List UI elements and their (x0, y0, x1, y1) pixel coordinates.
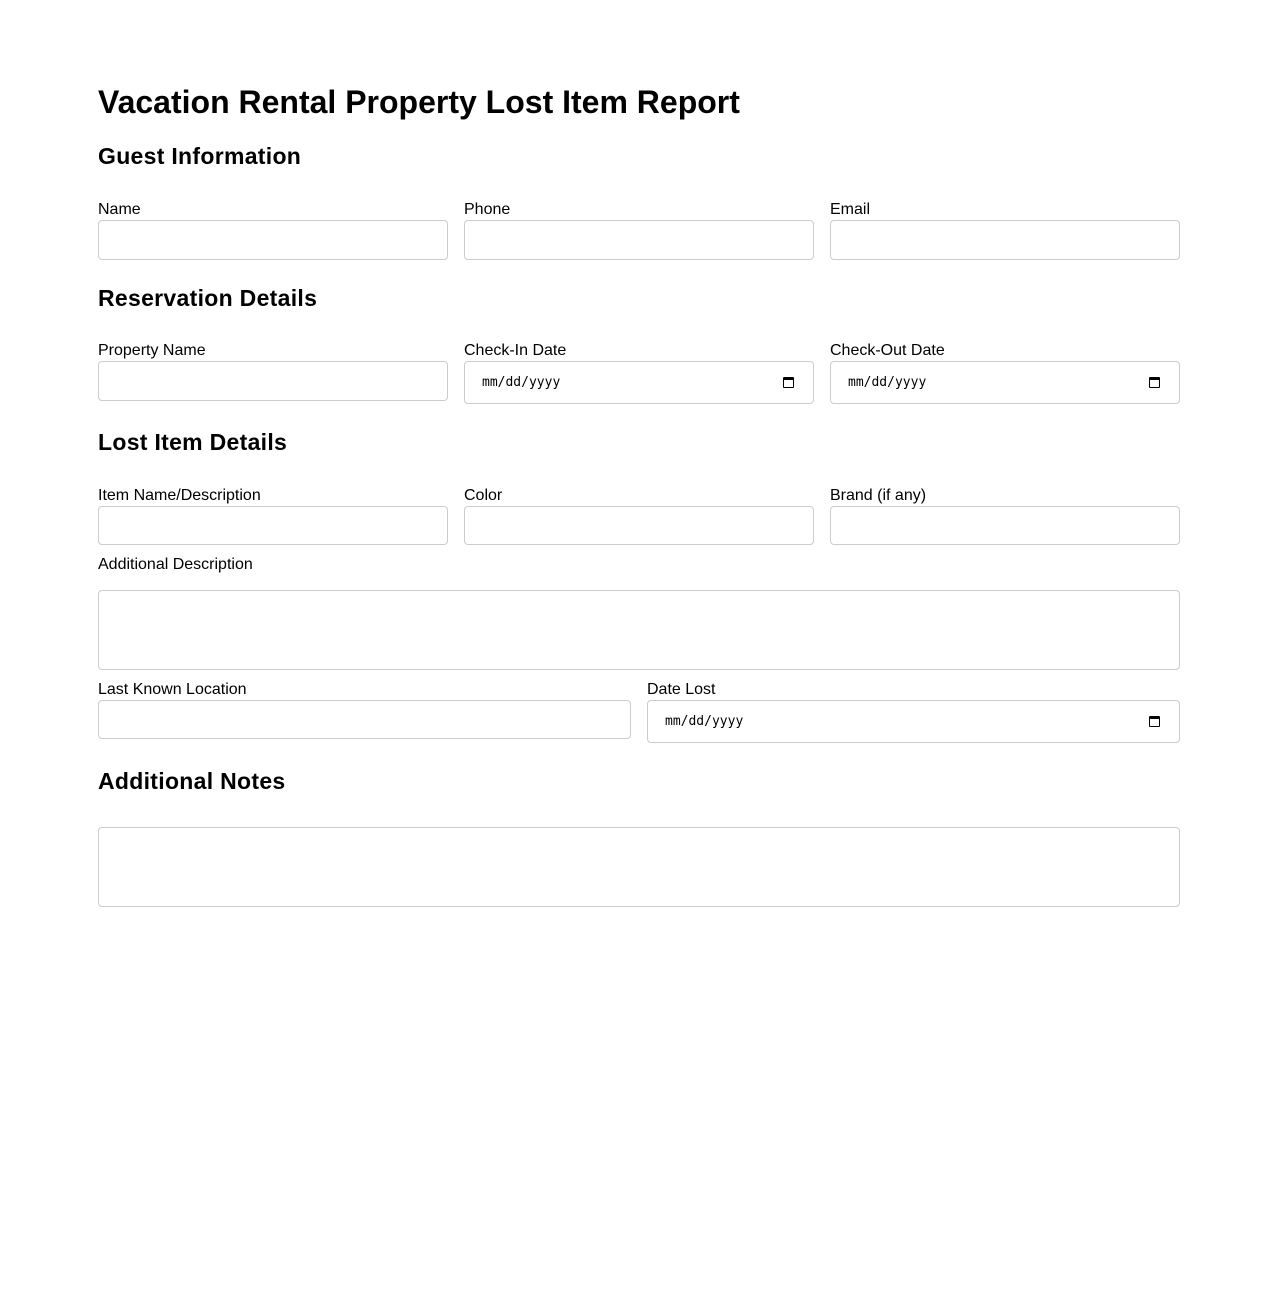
phone-input[interactable] (464, 220, 814, 260)
item-name-input[interactable] (98, 506, 448, 545)
item-name-label: Item Name/Description (98, 487, 261, 504)
check-out-label: Check-Out Date (830, 342, 945, 359)
phone-label: Phone (464, 201, 511, 218)
color-input[interactable] (464, 506, 814, 545)
additional-description-textarea[interactable] (98, 590, 1180, 670)
email-label: Email (830, 201, 871, 218)
section-reservation-heading: Reservation Details (98, 285, 318, 311)
date-lost-input[interactable] (647, 700, 1180, 743)
brand-input[interactable] (830, 506, 1180, 545)
page-title: Vacation Rental Property Lost Item Report (98, 84, 740, 120)
section-lost-item-heading: Lost Item Details (98, 429, 288, 455)
additional-description-label: Additional Description (98, 556, 253, 573)
property-name-input[interactable] (98, 361, 448, 401)
last-location-label: Last Known Location (98, 681, 247, 698)
calendar-icon[interactable] (783, 377, 794, 388)
calendar-icon[interactable] (1149, 716, 1160, 727)
last-location-input[interactable] (98, 700, 631, 739)
name-label: Name (98, 201, 141, 218)
check-out-date-input[interactable] (830, 361, 1180, 404)
calendar-icon[interactable] (1149, 377, 1160, 388)
date-lost-label: Date Lost (647, 681, 716, 698)
color-label: Color (464, 487, 503, 504)
section-guest-heading: Guest Information (98, 143, 302, 169)
check-out-placeholder: mm/dd/yyyy (848, 375, 927, 390)
check-in-placeholder: mm/dd/yyyy (482, 375, 561, 390)
check-in-label: Check-In Date (464, 342, 567, 359)
additional-notes-textarea[interactable] (98, 827, 1180, 907)
check-in-date-input[interactable] (464, 361, 814, 404)
email-input[interactable] (830, 220, 1180, 260)
lost-item-form (98, 84, 1180, 907)
name-input[interactable] (98, 220, 448, 260)
date-lost-placeholder: mm/dd/yyyy (665, 714, 744, 729)
brand-label: Brand (if any) (830, 487, 927, 504)
property-name-label: Property Name (98, 342, 206, 359)
section-notes-heading: Additional Notes (98, 768, 286, 794)
